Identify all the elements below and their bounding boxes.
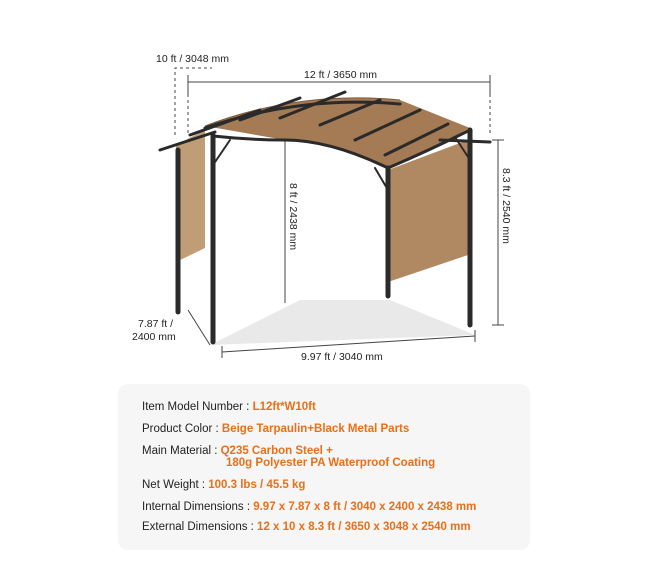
spec-card [118, 384, 530, 550]
spec-row-internal-dimensions [142, 500, 476, 514]
spec-value: Q235 Carbon Steel + [220, 445, 333, 457]
spec-label: External Dimensions : [142, 521, 258, 533]
spec-label: Internal Dimensions : [142, 501, 254, 513]
dim-width-top: 12 ft / 3650 mm [304, 69, 377, 81]
spec-row-model [142, 400, 316, 414]
spec-value: Beige Tarpaulin+Black Metal Parts [221, 423, 410, 435]
spec-label: Item Model Number : [142, 401, 253, 413]
spec-value: 9.97 x 7.87 x 8 ft / 3040 x 2400 x 2438 mm [253, 501, 477, 513]
dim-outer-height: 8.3 ft / 2540 mm [500, 168, 512, 244]
spec-row-external-dimensions [142, 520, 471, 534]
spec-value: L12ft*W10ft [252, 401, 316, 413]
spec-row-weight [142, 478, 305, 492]
spec-value-material-line2: 180g Polyester PA Waterproof Coating [226, 457, 436, 469]
spec-row-material [142, 444, 333, 458]
dim-inner-depth-line1: 7.87 ft / [138, 318, 174, 330]
spec-value: 100.3 lbs / 45.5 kg [208, 479, 306, 491]
spec-label: Product Color : [142, 423, 222, 435]
spec-label: Main Material : [142, 445, 221, 457]
dim-inner-depth-line2: 2400 mm [132, 331, 176, 343]
dim-depth-top: 10 ft / 3048 mm [156, 53, 229, 65]
spec-value: 12 x 10 x 8.3 ft / 3650 x 3048 x 2540 mm [257, 521, 471, 533]
spec-label: Net Weight : [142, 479, 209, 491]
dim-inner-width: 9.97 ft / 3040 mm [301, 351, 383, 363]
dim-inner-height: 8 ft / 2438 mm [287, 183, 299, 251]
spec-row-color [142, 422, 409, 436]
